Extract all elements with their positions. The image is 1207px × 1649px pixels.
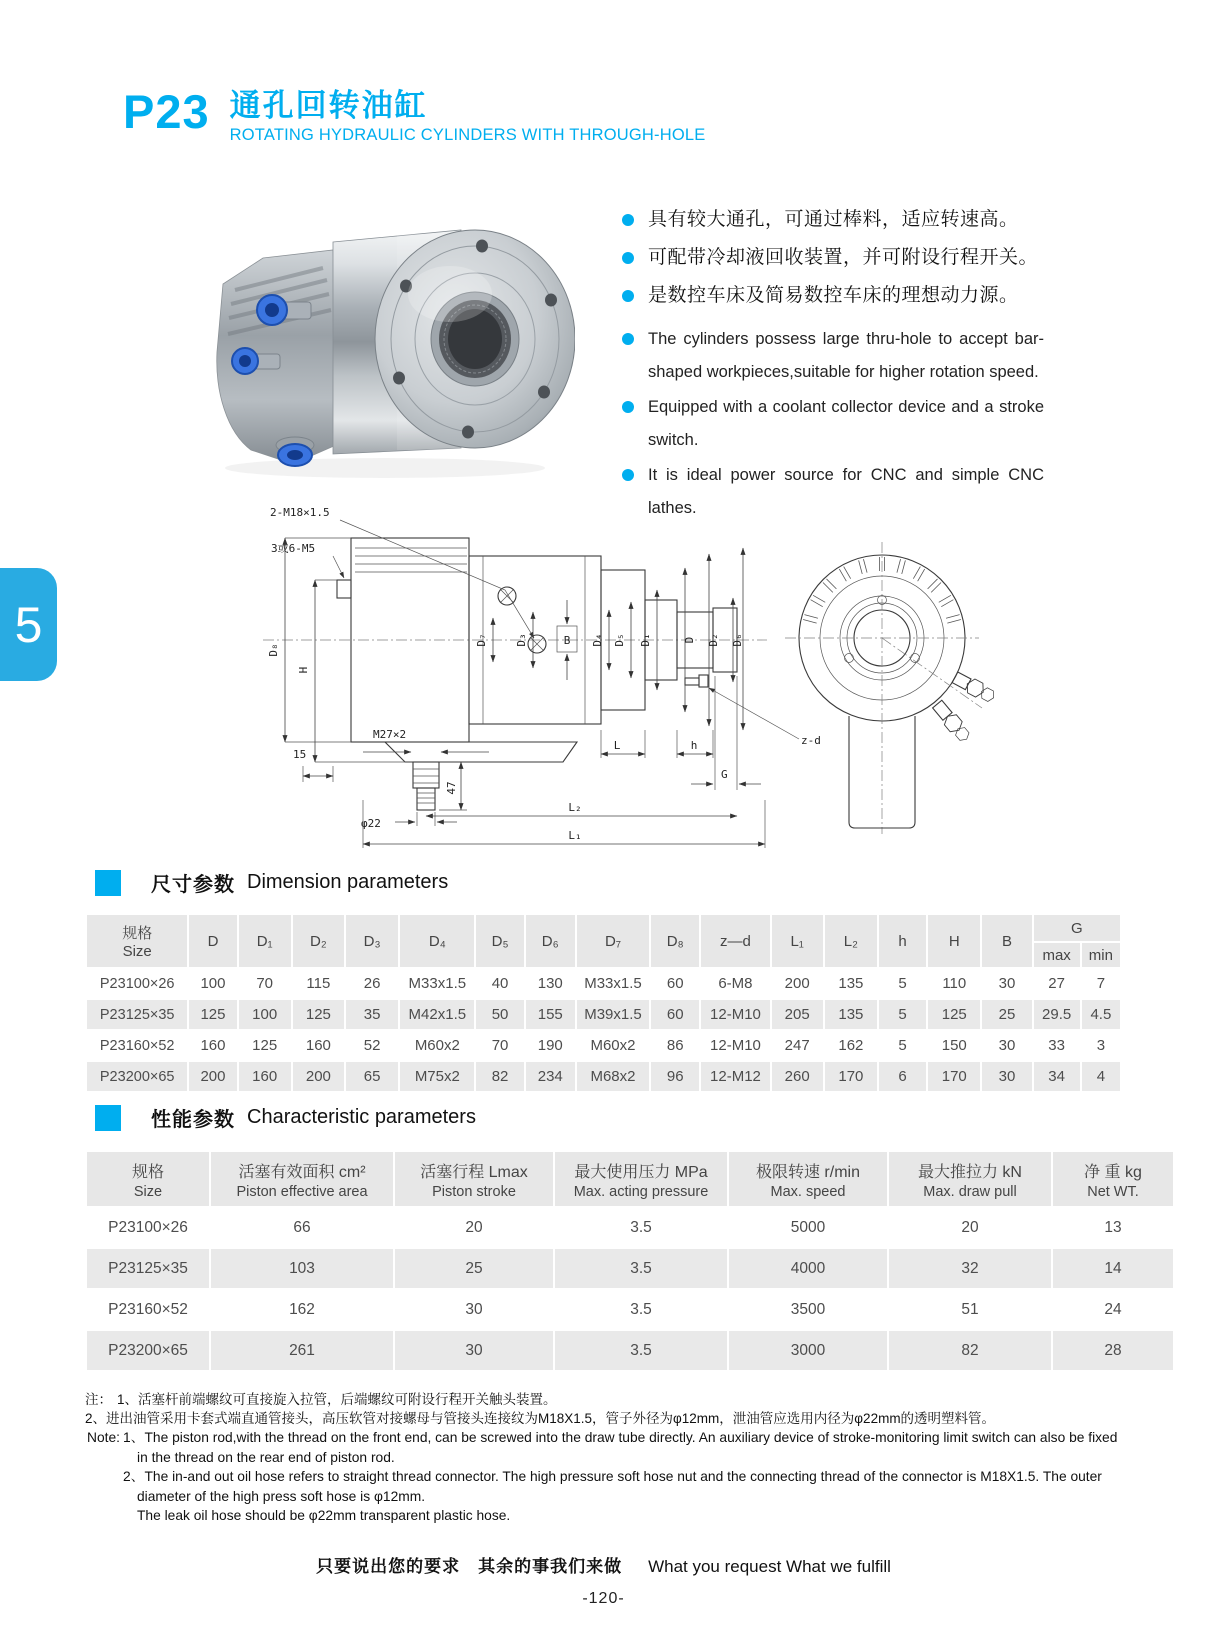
table-cell: 70 bbox=[476, 1031, 523, 1060]
dim-label-l2: L₂ bbox=[568, 801, 582, 814]
feature-item: It is ideal power source for CNC and simple CNC lathes. bbox=[622, 459, 1044, 525]
table-cell: 6-M8 bbox=[701, 969, 769, 998]
feature-item: Equipped with a coolant collector device and a stroke switch. bbox=[622, 391, 1044, 457]
page-header bbox=[123, 85, 706, 145]
dim-col: D₄ bbox=[400, 915, 474, 967]
model-code: P23 bbox=[123, 85, 210, 138]
table-cell: 205 bbox=[772, 1000, 823, 1029]
table-cell: 96 bbox=[651, 1062, 699, 1091]
table-cell: P23125×35 bbox=[87, 1000, 187, 1029]
table-cell: M60x2 bbox=[577, 1031, 649, 1060]
table-cell: 200 bbox=[293, 1062, 344, 1091]
dim-label-thread: 2-M18×1.5 bbox=[270, 506, 330, 519]
table-cell: 86 bbox=[651, 1031, 699, 1060]
bullet-icon bbox=[622, 401, 634, 413]
page-title-zh: 通孔回转油缸 bbox=[229, 88, 428, 123]
table-cell: 115 bbox=[293, 969, 344, 998]
bullet-icon bbox=[622, 469, 634, 481]
dim-col: D₂ bbox=[293, 915, 344, 967]
table-cell: 65 bbox=[346, 1062, 398, 1091]
table-cell: P23160×52 bbox=[87, 1290, 209, 1329]
bullet-icon bbox=[622, 252, 634, 264]
table-cell: 125 bbox=[239, 1031, 291, 1060]
table-row bbox=[87, 1062, 1120, 1091]
table-cell: 12-M12 bbox=[701, 1062, 769, 1091]
table-cell: 70 bbox=[239, 969, 291, 998]
title-block bbox=[230, 90, 706, 145]
dim-col: h bbox=[879, 915, 926, 967]
table-cell: 25 bbox=[982, 1000, 1031, 1029]
dim-col: L₂ bbox=[825, 915, 877, 967]
dim-label-d3: D₃ bbox=[515, 633, 528, 647]
chapter-tab[interactable] bbox=[0, 568, 57, 681]
dim-label-phi22: φ22 bbox=[361, 817, 381, 830]
char-col: 最大推拉力 kN Max. draw pull bbox=[889, 1152, 1051, 1206]
char-col: 活塞行程 Lmax Piston stroke bbox=[395, 1152, 553, 1206]
dim-col-size: 规格 Size bbox=[87, 915, 187, 967]
table-cell: 32 bbox=[889, 1249, 1051, 1288]
table-cell: 30 bbox=[395, 1290, 553, 1329]
dim-col: D₁ bbox=[239, 915, 291, 967]
dimension-section-title: 尺寸参数 Dimension parameters bbox=[95, 868, 448, 897]
table-cell: 29.5 bbox=[1034, 1000, 1080, 1029]
table-cell: 12-M10 bbox=[701, 1000, 769, 1029]
dim-label-d: D bbox=[683, 636, 696, 644]
table-cell: P23200×65 bbox=[87, 1062, 187, 1091]
table-cell: 234 bbox=[526, 1062, 575, 1091]
table-cell: 4 bbox=[1082, 1062, 1120, 1091]
table-cell: 5000 bbox=[729, 1208, 887, 1247]
table-cell: 30 bbox=[982, 1062, 1031, 1091]
table-cell: 130 bbox=[526, 969, 575, 998]
table-cell: 33 bbox=[1034, 1031, 1080, 1060]
product-photo bbox=[165, 192, 575, 487]
notes-block bbox=[85, 1390, 1130, 1526]
table-cell: 60 bbox=[651, 1000, 699, 1029]
table-cell: 25 bbox=[395, 1249, 553, 1288]
note-zh-1: 注： 1、活塞杆前端螺纹可直接旋入拉管，后端螺纹可附设行程开关触头装置。 bbox=[85, 1392, 557, 1407]
table-cell: 5 bbox=[879, 969, 926, 998]
table-cell: 261 bbox=[211, 1331, 393, 1370]
table-cell: 170 bbox=[928, 1062, 980, 1091]
table-cell: 82 bbox=[476, 1062, 523, 1091]
table-cell: 51 bbox=[889, 1290, 1051, 1329]
table-cell: 20 bbox=[889, 1208, 1051, 1247]
table-cell: P23125×35 bbox=[87, 1249, 209, 1288]
feature-item: 可配带冷却液回收装置，并可附设行程开关。 bbox=[622, 243, 1044, 273]
bullet-icon bbox=[622, 333, 634, 345]
table-cell: 125 bbox=[189, 1000, 236, 1029]
table-cell: 160 bbox=[239, 1062, 291, 1091]
table-cell: 50 bbox=[476, 1000, 523, 1029]
table-cell: 200 bbox=[189, 1062, 236, 1091]
table-cell: 5 bbox=[879, 1000, 926, 1029]
table-cell: 3.5 bbox=[555, 1249, 727, 1288]
dim-col: D₆ bbox=[526, 915, 575, 967]
table-cell: 4.5 bbox=[1082, 1000, 1120, 1029]
feature-item: 具有较大通孔，可通过棒料，适应转速高。 bbox=[622, 205, 1044, 235]
table-cell: 12-M10 bbox=[701, 1031, 769, 1060]
char-col: 净 重 kg Net WT. bbox=[1053, 1152, 1173, 1206]
dim-label-h: h bbox=[690, 739, 698, 752]
table-cell: 125 bbox=[293, 1000, 344, 1029]
blue-fitting-bottom bbox=[276, 437, 314, 466]
table-row bbox=[87, 1000, 1120, 1029]
table-cell: 28 bbox=[1053, 1331, 1173, 1370]
table-cell: 6 bbox=[879, 1062, 926, 1091]
dim-label-zd: z-d bbox=[801, 734, 821, 747]
table-cell: 150 bbox=[928, 1031, 980, 1060]
table-cell: 3.5 bbox=[555, 1290, 727, 1329]
table-cell: M42x1.5 bbox=[400, 1000, 474, 1029]
table-cell: 170 bbox=[825, 1062, 877, 1091]
table-row bbox=[87, 969, 1120, 998]
dim-col: D₇ bbox=[577, 915, 649, 967]
char-col: 活塞有效面积 cm² Piston effective area bbox=[211, 1152, 393, 1206]
bullet-icon bbox=[622, 214, 634, 226]
dim-label-15: 15 bbox=[293, 748, 307, 761]
table-cell: 4000 bbox=[729, 1249, 887, 1288]
product-photo-illustration bbox=[165, 192, 575, 487]
table-cell: 82 bbox=[889, 1331, 1051, 1370]
dim-label-d4: D₄ bbox=[591, 633, 604, 647]
table-cell: P23160×52 bbox=[87, 1031, 187, 1060]
table-cell: M39x1.5 bbox=[577, 1000, 649, 1029]
dim-label-d5: D₅ bbox=[613, 633, 626, 647]
bullet-icon bbox=[622, 290, 634, 302]
table-cell: 162 bbox=[211, 1290, 393, 1329]
table-row bbox=[87, 1249, 1173, 1288]
dim-col: D₃ bbox=[346, 915, 398, 967]
table-cell: 13 bbox=[1053, 1208, 1173, 1247]
dim-label-l: L bbox=[613, 739, 621, 752]
dim-col-g-sub: max bbox=[1034, 943, 1080, 967]
dim-label-screws: 3或6-M5 bbox=[271, 542, 316, 555]
table-cell: 3.5 bbox=[555, 1208, 727, 1247]
table-cell: 125 bbox=[928, 1000, 980, 1029]
feature-item: 是数控车床及简易数控车床的理想动力源。 bbox=[622, 281, 1044, 311]
table-cell: M60x2 bbox=[400, 1031, 474, 1060]
char-col: 规格 Size bbox=[87, 1152, 209, 1206]
table-cell: 27 bbox=[1034, 969, 1080, 998]
technical-drawing bbox=[245, 500, 1005, 860]
table-cell: 100 bbox=[189, 969, 236, 998]
dim-label-height: H bbox=[297, 666, 310, 674]
dim-col-g-sub: min bbox=[1082, 943, 1120, 967]
characteristic-section-title: 性能参数 Characteristic parameters bbox=[95, 1103, 476, 1132]
table-cell: 110 bbox=[928, 969, 980, 998]
table-cell: M33x1.5 bbox=[577, 969, 649, 998]
table-cell: 26 bbox=[346, 969, 398, 998]
table-cell: 7 bbox=[1082, 969, 1120, 998]
table-cell: 135 bbox=[825, 969, 877, 998]
dim-col: D bbox=[189, 915, 236, 967]
char-col: 最大使用压力 MPa Max. acting pressure bbox=[555, 1152, 727, 1206]
section-marker-icon bbox=[95, 870, 121, 896]
dim-col: D₈ bbox=[651, 915, 699, 967]
table-cell: 155 bbox=[526, 1000, 575, 1029]
dim-col: B bbox=[982, 915, 1031, 967]
dim-label-l1: L₁ bbox=[568, 829, 582, 842]
table-row bbox=[87, 1331, 1173, 1370]
footer-slogan: 只要说出您的要求 其余的事我们来做 What you request What we fulfill bbox=[316, 1557, 891, 1576]
dim-label-47: 47 bbox=[445, 781, 458, 795]
table-cell: 30 bbox=[395, 1331, 553, 1370]
feature-item: The cylinders possess large thru-hole to accept bar-shaped workpieces,suitable for higher rotation speed. bbox=[622, 323, 1044, 389]
dim-label-d7: D₇ bbox=[475, 633, 488, 647]
table-cell: M33x1.5 bbox=[400, 969, 474, 998]
feature-list bbox=[622, 205, 1044, 527]
table-cell: P23200×65 bbox=[87, 1331, 209, 1370]
table-cell: 30 bbox=[982, 1031, 1031, 1060]
page-number: -120- bbox=[582, 1590, 625, 1607]
char-col: 极限转速 r/min Max. speed bbox=[729, 1152, 887, 1206]
table-cell: 5 bbox=[879, 1031, 926, 1060]
table-cell: 14 bbox=[1053, 1249, 1173, 1288]
table-cell: 24 bbox=[1053, 1290, 1173, 1329]
dimension-table bbox=[85, 913, 1122, 1093]
table-cell: 3000 bbox=[729, 1331, 887, 1370]
table-row bbox=[87, 1290, 1173, 1329]
dim-label-m27: M27×2 bbox=[373, 728, 407, 741]
table-cell: 66 bbox=[211, 1208, 393, 1247]
chapter-tab-label: 5 bbox=[14, 596, 43, 653]
dim-label-g: G bbox=[721, 768, 728, 781]
table-cell: 60 bbox=[651, 969, 699, 998]
dim-label-d6: D₆ bbox=[731, 633, 744, 647]
note-en-1: Note: 1、The piston rod,with the thread on the front end, can be screwed into the draw tube directly. An auxiliary device of stroke-monitoring limit switch can also be fixed in the thread on the rear end of piston rod. 2、The in-and out oil hose refers to straight thread connector. The high pressure soft hose nut and the connecting thread of the connector is M18X1.5. The outer diameter of the high press soft hose is φ12mm. The leak oil hose should be φ22mm transparent plastic hose. bbox=[87, 1430, 1118, 1523]
table-cell: 103 bbox=[211, 1249, 393, 1288]
page-title-en: ROTATING HYDRAULIC CYLINDERS WITH THROUGH-HOLE bbox=[229, 125, 706, 144]
table-cell: 20 bbox=[395, 1208, 553, 1247]
dim-col: H bbox=[928, 915, 980, 967]
dim-col-g: G bbox=[1034, 915, 1120, 941]
table-cell: P23100×26 bbox=[87, 969, 187, 998]
table-cell: 3 bbox=[1082, 1031, 1120, 1060]
table-cell: 30 bbox=[982, 969, 1031, 998]
table-cell: 135 bbox=[825, 1000, 877, 1029]
table-cell: 34 bbox=[1034, 1062, 1080, 1091]
table-cell: 162 bbox=[825, 1031, 877, 1060]
table-cell: 160 bbox=[293, 1031, 344, 1060]
table-cell: 40 bbox=[476, 969, 523, 998]
table-cell: 200 bbox=[772, 969, 823, 998]
table-cell: P23100×26 bbox=[87, 1208, 209, 1247]
table-row bbox=[87, 1031, 1120, 1060]
table-cell: 247 bbox=[772, 1031, 823, 1060]
table-cell: 35 bbox=[346, 1000, 398, 1029]
table-cell: M75x2 bbox=[400, 1062, 474, 1091]
table-cell: 160 bbox=[189, 1031, 236, 1060]
table-row bbox=[87, 1208, 1173, 1247]
dim-label-d1: D₁ bbox=[639, 633, 652, 647]
table-cell: 3500 bbox=[729, 1290, 887, 1329]
table-cell: M68x2 bbox=[577, 1062, 649, 1091]
dim-label-b: B bbox=[563, 634, 571, 647]
characteristic-table bbox=[85, 1150, 1175, 1372]
dim-label-d8: D₈ bbox=[267, 643, 280, 657]
note-zh-2: 2、进出油管采用卡套式端直通管接头，高压软管对接螺母与管接头连接纹为M18X1.5，管子外径为φ12mm，泄油管应选用内径为φ22mm的透明塑料管。 bbox=[85, 1411, 996, 1426]
table-cell: 190 bbox=[526, 1031, 575, 1060]
dim-label-d2: D₂ bbox=[707, 633, 720, 647]
table-cell: 100 bbox=[239, 1000, 291, 1029]
table-cell: 52 bbox=[346, 1031, 398, 1060]
dim-col: L₁ bbox=[772, 915, 823, 967]
section-marker-icon bbox=[95, 1105, 121, 1131]
dim-col: z—d bbox=[701, 915, 769, 967]
table-cell: 3.5 bbox=[555, 1331, 727, 1370]
table-cell: 260 bbox=[772, 1062, 823, 1091]
dim-col: D₅ bbox=[476, 915, 523, 967]
